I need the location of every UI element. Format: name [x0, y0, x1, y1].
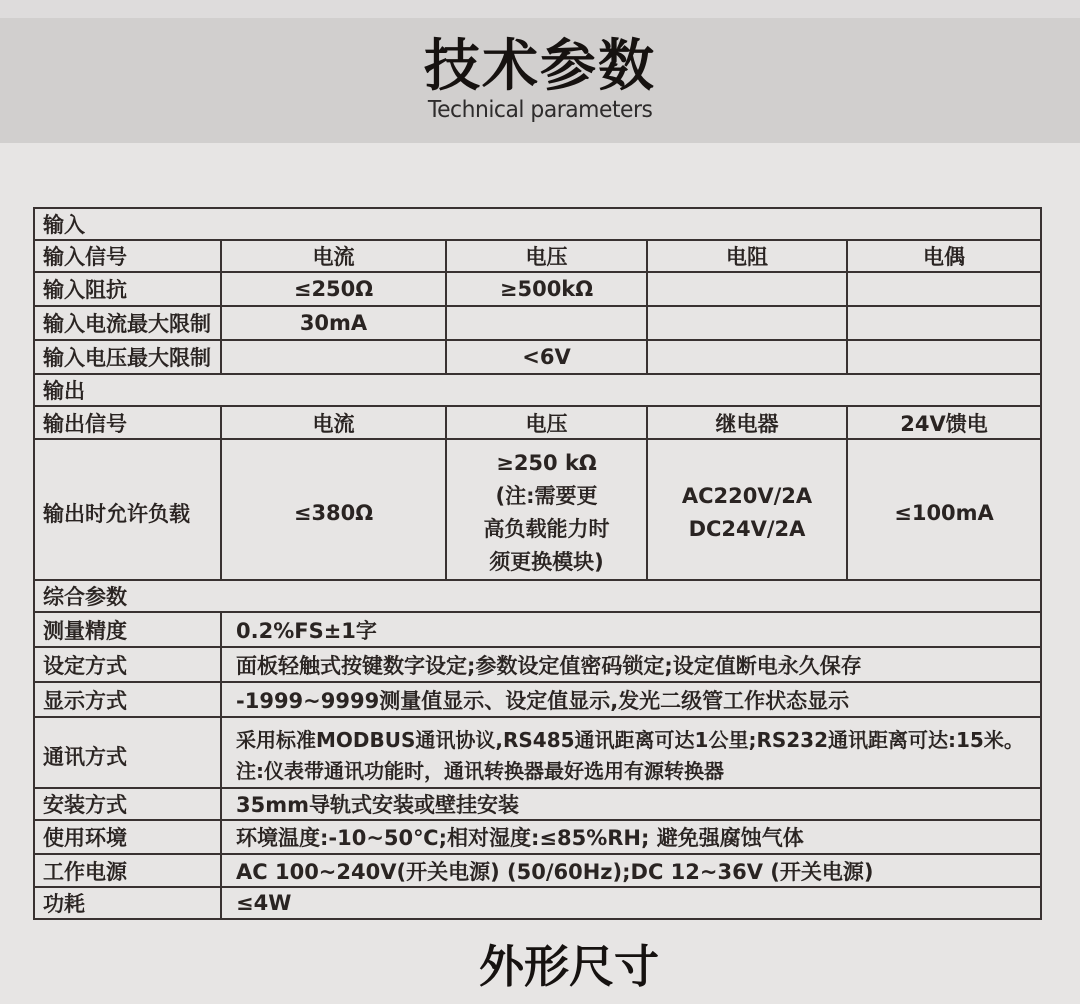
environment-row — [34, 820, 1041, 854]
output-load-voltage-line: (注:需要更 — [495, 484, 598, 508]
page-subtitle: Technical parameters — [427, 97, 653, 124]
title-band — [0, 18, 1080, 143]
output-load-row — [34, 439, 1041, 580]
mounting-row — [34, 788, 1041, 820]
section-header-general: 综合参数 — [34, 580, 1041, 612]
communication-value — [221, 717, 1041, 788]
page-title: 技术参数 — [424, 33, 656, 99]
input-signal-row — [34, 240, 1041, 272]
top-strip — [0, 0, 1080, 18]
footer-section-title: 外形尺寸 — [478, 940, 659, 993]
environment-value: 环境温度:-10~50℃;相对湿度:≤85%RH; 避免强腐蚀气体 — [221, 820, 1041, 854]
section-header-input: 输入 — [34, 208, 1041, 240]
power-value: AC 100~240V(开关电源) (50/60Hz);DC 12~36V (开关电源) — [221, 854, 1041, 887]
display-value: -1999~9999测量值显示、设定值显示,发光二级管工作状态显示 — [221, 682, 1041, 717]
setting-value: 面板轻触式按键数字设定;参数设定值密码锁定;设定值断电永久保存 — [221, 647, 1041, 682]
input-max-current-label: 输入电流最大限制 — [34, 306, 221, 340]
input-impedance-row — [34, 272, 1041, 306]
communication-row — [34, 717, 1041, 788]
output-signal-relay: 继电器 — [647, 406, 847, 439]
output-signal-label: 输出信号 — [34, 406, 221, 439]
communication-line2: 注:仪表带通讯功能时，通讯转换器最好选用有源转换器 — [236, 759, 724, 783]
accuracy-label: 测量精度 — [34, 612, 221, 647]
consumption-row — [34, 887, 1041, 919]
power-row — [34, 854, 1041, 887]
output-load-relay — [647, 439, 847, 580]
section-row-general — [34, 580, 1041, 612]
display-row — [34, 682, 1041, 717]
power-label: 工作电源 — [34, 854, 221, 887]
output-signal-row — [34, 406, 1041, 439]
input-signal-label: 输入信号 — [34, 240, 221, 272]
accuracy-value: 0.2%FS±1字 — [221, 612, 1041, 647]
communication-line1: 采用标准MODBUS通讯协议,RS485通讯距离可达1公里;RS232通讯距离可达:15米。 — [236, 728, 1024, 752]
input-impedance-label: 输入阻抗 — [34, 272, 221, 306]
input-max-voltage-label: 输入电压最大限制 — [34, 340, 221, 374]
empty-cell — [647, 306, 847, 340]
input-signal-thermocouple: 电偶 — [847, 240, 1041, 272]
setting-row — [34, 647, 1041, 682]
output-load-label: 输出时允许负载 — [34, 439, 221, 580]
input-signal-resistance: 电阻 — [647, 240, 847, 272]
input-max-voltage-row — [34, 340, 1041, 374]
empty-cell — [647, 340, 847, 374]
output-load-relay-line: DC24V/2A — [688, 517, 806, 541]
communication-label: 通讯方式 — [34, 717, 221, 788]
empty-cell — [446, 306, 647, 340]
empty-cell — [647, 272, 847, 306]
output-load-current: ≤380Ω — [221, 439, 446, 580]
input-max-voltage-value: <6V — [446, 340, 647, 374]
input-max-current-row — [34, 306, 1041, 340]
consumption-label: 功耗 — [34, 887, 221, 919]
consumption-value: ≤4W — [221, 887, 1041, 919]
input-impedance-voltage: ≥500kΩ — [446, 272, 647, 306]
input-max-current-value: 30mA — [221, 306, 446, 340]
output-load-voltage-line: 须更换模块) — [489, 550, 604, 574]
setting-label: 设定方式 — [34, 647, 221, 682]
output-load-voltage-line: ≥250 kΩ — [496, 451, 597, 475]
display-label: 显示方式 — [34, 682, 221, 717]
input-signal-voltage: 电压 — [446, 240, 647, 272]
spec-table — [33, 207, 1042, 920]
section-header-output: 输出 — [34, 374, 1041, 406]
output-signal-voltage: 电压 — [446, 406, 647, 439]
input-impedance-current: ≤250Ω — [221, 272, 446, 306]
environment-label: 使用环境 — [34, 820, 221, 854]
mounting-value: 35mm导轨式安装或壁挂安装 — [221, 788, 1041, 820]
mounting-label: 安装方式 — [34, 788, 221, 820]
section-row-input — [34, 208, 1041, 240]
output-load-relay-line: AC220V/2A — [681, 484, 813, 508]
output-load-voltage — [446, 439, 647, 580]
input-signal-current: 电流 — [221, 240, 446, 272]
output-load-voltage-line: 高负载能力时 — [483, 517, 610, 541]
section-row-output — [34, 374, 1041, 406]
empty-cell — [221, 340, 446, 374]
output-signal-current: 电流 — [221, 406, 446, 439]
output-load-feed: ≤100mA — [847, 439, 1041, 580]
empty-cell — [847, 306, 1041, 340]
accuracy-row — [34, 612, 1041, 647]
output-signal-feed: 24V馈电 — [847, 406, 1041, 439]
empty-cell — [847, 340, 1041, 374]
empty-cell — [847, 272, 1041, 306]
